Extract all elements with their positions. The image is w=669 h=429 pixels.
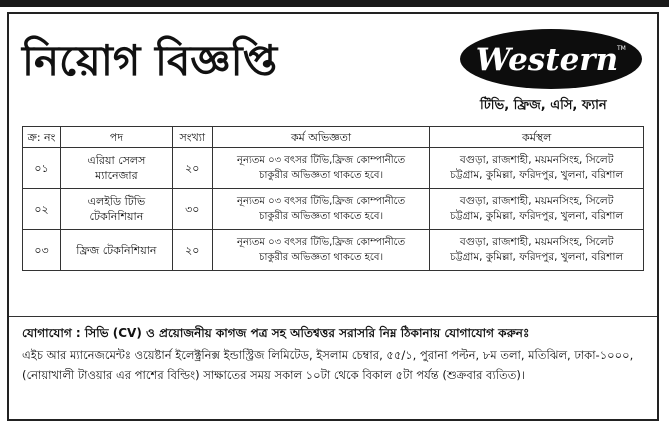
brand-tagline: টিভি, ফ্রিজ, এসি, ফ্যান — [480, 98, 607, 113]
vacancy-table — [22, 126, 644, 271]
workplace-line-1: বগুড়া, রাজশাহী, ময়মনসিংহ, সিলেট — [459, 154, 614, 166]
table-row — [23, 148, 644, 189]
header-experience: কর্ম অভিজ্ঞতা — [212, 127, 430, 148]
cell-workplace — [430, 148, 644, 189]
post-line-1: ফ্রিজ টেকনিশিয়ান — [76, 243, 157, 257]
post-line-2: ম্যানেজার — [95, 169, 138, 182]
table-row — [23, 189, 644, 230]
experience-line-2: চাকুরীর অভিজ্ঞতা থাকতে হবে। — [259, 211, 384, 222]
top-edge-strip — [0, 0, 669, 7]
experience-line-2: চাকুরীর অভিজ্ঞতা থাকতে হবে। — [259, 170, 384, 181]
workplace-line-2: চট্টগ্রাম, কুমিল্লা, ফরিদপুর, খুলনা, বরিশাল — [450, 169, 624, 181]
cell-experience — [212, 189, 430, 230]
page-title: নিয়োগ বিজ্ঞপ্তি — [22, 36, 278, 85]
cell-serial: ০২ — [23, 189, 61, 230]
cell-count: ২০ — [172, 148, 212, 189]
experience-line-2: চাকুরীর অভিজ্ঞতা থাকতে হবে। — [259, 252, 384, 263]
post-line-1: এরিয়া সেলস — [87, 154, 146, 167]
office-address: এইচ আর ম্যানেজমেন্টঃ ওয়েষ্টার্ন ইলেক্ট্রনিক্স ইন্ডাস্ট্রিজ লিমিটেড, ইসলাম চেম্বার, ৫৫/১, পুরানা পল্টন, ৮ম তলা, মতিঝিল, ঢাকা-১০০০, (নোয়াখালী টাওয়ার এর পাশের বিল্ডিং) সাক্ষাতের সময় সকাল ১০টা থেকে বিকাল ৫টা পর্যন্ত (শুক্রবার ব্যতিত)। — [22, 348, 634, 382]
post-line-1: এলইডি টিভি — [87, 195, 146, 208]
table-header-row — [23, 127, 644, 148]
section-divider — [9, 316, 657, 317]
cell-count: ২০ — [172, 230, 212, 271]
experience-line-1: নূন্যতম ০৩ বৎসর টিভি,ফ্রিজ কোম্পানীতে — [237, 237, 406, 248]
western-logo — [459, 28, 643, 90]
cell-serial: ০১ — [23, 148, 61, 189]
experience-line-1: নূন্যতম ০৩ বৎসর টিভি,ফ্রিজ কোম্পানীতে — [237, 155, 406, 166]
header-serial: ক্র: নং — [23, 127, 61, 148]
cell-count: ৩০ — [172, 189, 212, 230]
logo-trademark: TM — [617, 45, 626, 52]
header-post: পদ — [60, 127, 172, 148]
post-line-2: টেকনিশিয়ান — [89, 210, 144, 223]
cell-serial: ০৩ — [23, 230, 61, 271]
workplace-line-2: চট্টগ্রাম, কুমিল্লা, ফরিদপুর, খুলনা, বরিশাল — [450, 251, 624, 263]
cell-post — [60, 189, 172, 230]
cell-workplace — [430, 189, 644, 230]
logo-wordmark: Western — [475, 42, 619, 78]
cell-post — [60, 230, 172, 271]
cell-post — [60, 148, 172, 189]
header-workplace: কর্মস্থল — [430, 127, 644, 148]
cell-experience — [212, 230, 430, 271]
workplace-line-1: বগুড়া, রাজশাহী, ময়মনসিংহ, সিলেট — [459, 195, 614, 207]
cell-workplace — [430, 230, 644, 271]
workplace-line-1: বগুড়া, রাজশাহী, ময়মনসিংহ, সিলেট — [459, 236, 614, 248]
experience-line-1: নূন্যতম ০৩ বৎসর টিভি,ফ্রিজ কোম্পানীতে — [237, 196, 406, 207]
workplace-line-2: চট্টগ্রাম, কুমিল্লা, ফরিদপুর, খুলনা, বরিশাল — [450, 210, 624, 222]
table-row — [23, 230, 644, 271]
header-count: সংখ্যা — [172, 127, 212, 148]
contact-instructions: যোগাযোগ : সিভি (CV) ও প্রয়োজনীয় কাগজ পত্র সহ অতিশ্বত্তর সরাসরি নিম্ন ঠিকানায় যোগাযোগ করুনঃ — [22, 326, 530, 340]
cell-experience — [212, 148, 430, 189]
